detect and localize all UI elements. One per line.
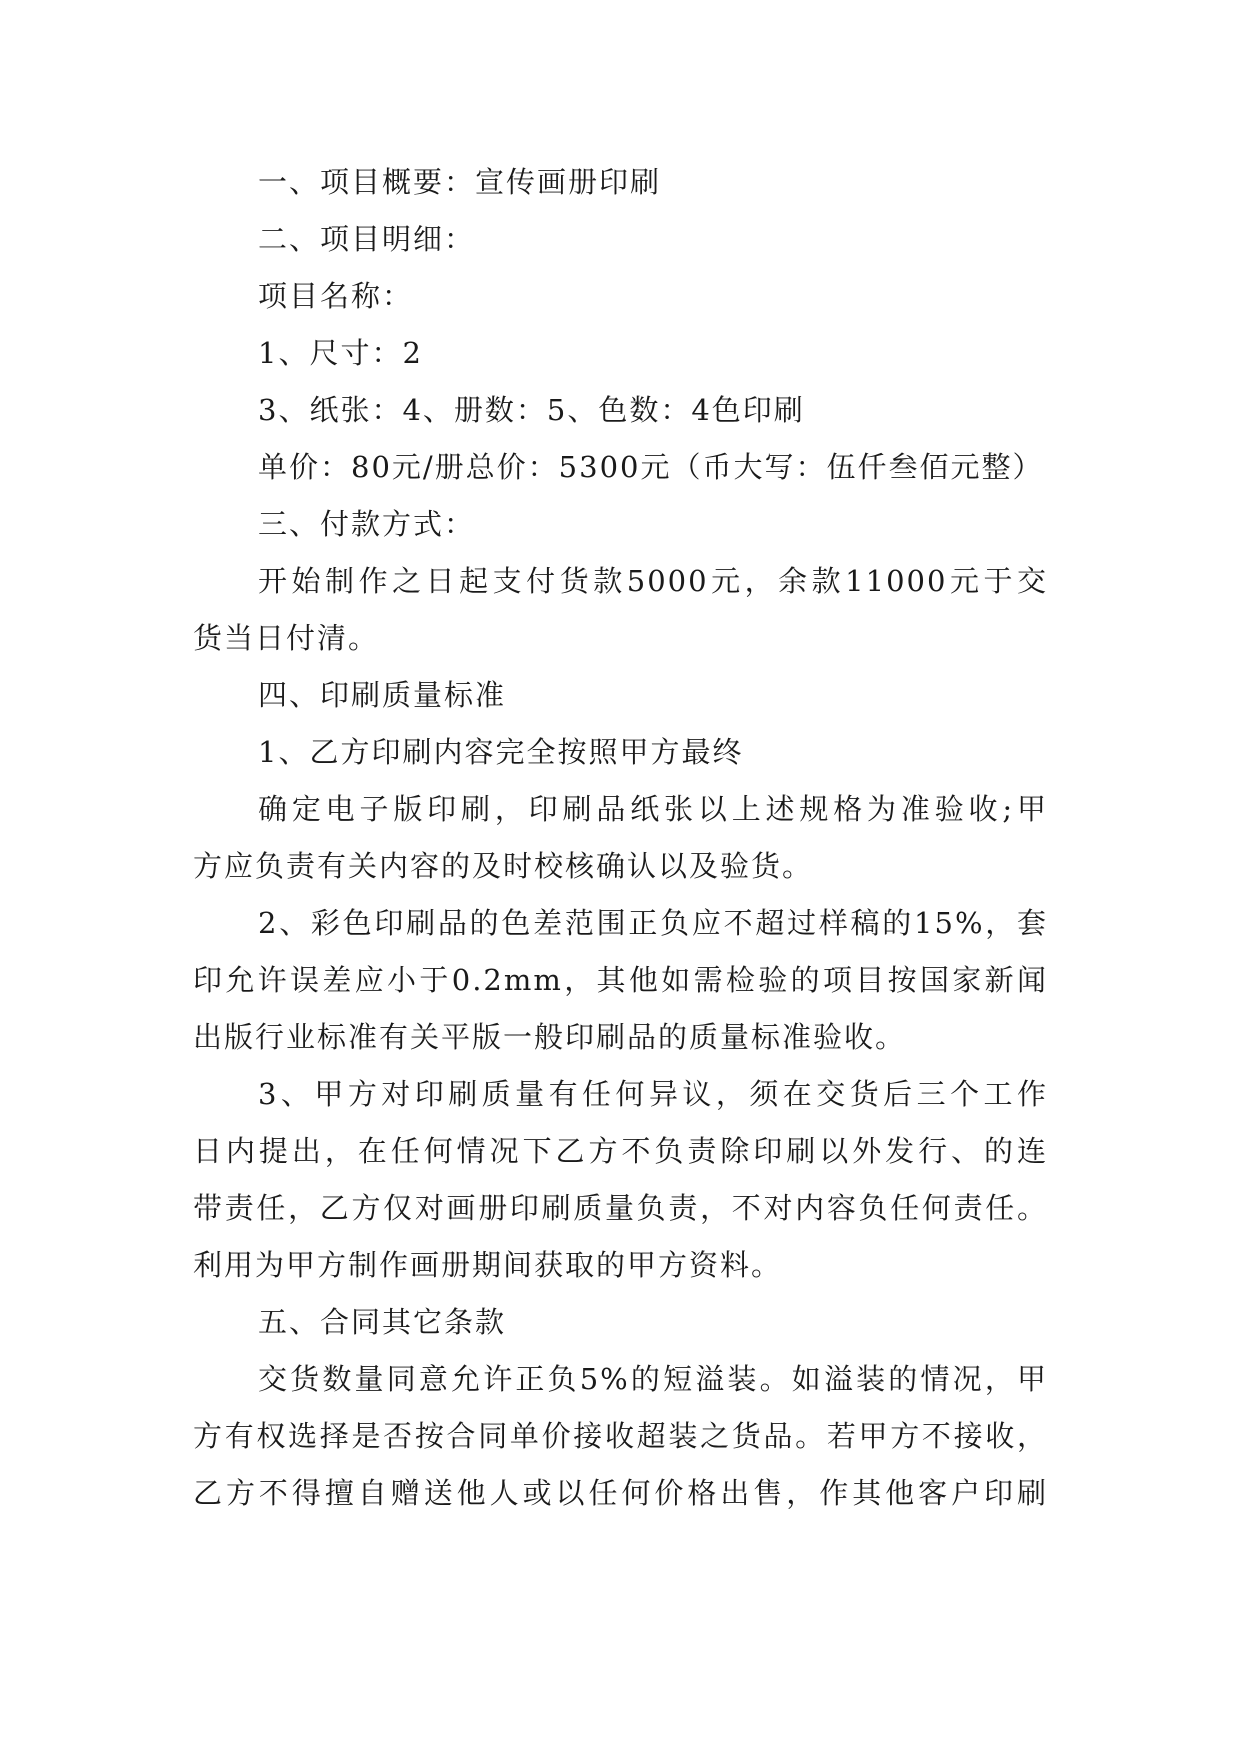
paragraph-line: 带责任，乙方仅对画册印刷质量负责，不对内容负任何责任。 — [193, 1191, 1048, 1225]
paper-volume-color-line: 3、纸张：4、册数：5、色数：4色印刷 — [258, 393, 805, 427]
section-heading-other-terms: 五、合同其它条款 — [258, 1305, 507, 1339]
paragraph-line: 方有权选择是否按合同单价接收超装之货品。若甲方不接收， — [193, 1419, 1048, 1453]
paragraph-line: 印允许误差应小于0.2mm，其他如需检验的项目按国家新闻 — [193, 963, 1048, 997]
paragraph-line: 交货数量同意允许正负5%的短溢装。如溢装的情况，甲 — [258, 1362, 1048, 1396]
price-line: 单价：80元/册总价：5300元（币大写：伍仟叁佰元整） — [258, 450, 1044, 484]
paragraph-line: 2、彩色印刷品的色差范围正负应不超过样稿的15%，套 — [258, 906, 1048, 940]
paragraph-line: 开始制作之日起支付货款5000元，余款11000元于交 — [258, 564, 1048, 598]
paragraph-line: 1、乙方印刷内容完全按照甲方最终 — [258, 735, 744, 769]
paragraph-line: 出版行业标准有关平版一般印刷品的质量标准验收。 — [193, 1020, 907, 1054]
project-name-line: 项目名称： — [258, 279, 414, 313]
paragraph-line: 方应负责有关内容的及时校核确认以及验货。 — [193, 849, 814, 883]
section-heading-project-details: 二、项目明细： — [258, 222, 476, 256]
section-heading-project-overview: 一、项目概要：宣传画册印刷 — [258, 165, 662, 199]
section-heading-payment: 三、付款方式： — [258, 507, 476, 541]
paragraph-line: 利用为甲方制作画册期间获取的甲方资料。 — [193, 1248, 783, 1282]
section-heading-print-quality: 四、印刷质量标准 — [258, 678, 507, 712]
paragraph-line: 3、甲方对印刷质量有任何异议，须在交货后三个工作 — [258, 1077, 1048, 1111]
paragraph-line: 货当日付清。 — [193, 621, 380, 655]
paragraph-line: 日内提出，在任何情况下乙方不负责除印刷以外发行、的连 — [193, 1134, 1048, 1168]
paragraph-line: 乙方不得擅自赠送他人或以任何价格出售，作其他客户印刷 — [193, 1476, 1048, 1510]
paragraph-line: 确定电子版印刷，印刷品纸张以上述规格为准验收;甲 — [258, 792, 1048, 826]
size-line: 1、尺寸：2 — [258, 336, 423, 370]
